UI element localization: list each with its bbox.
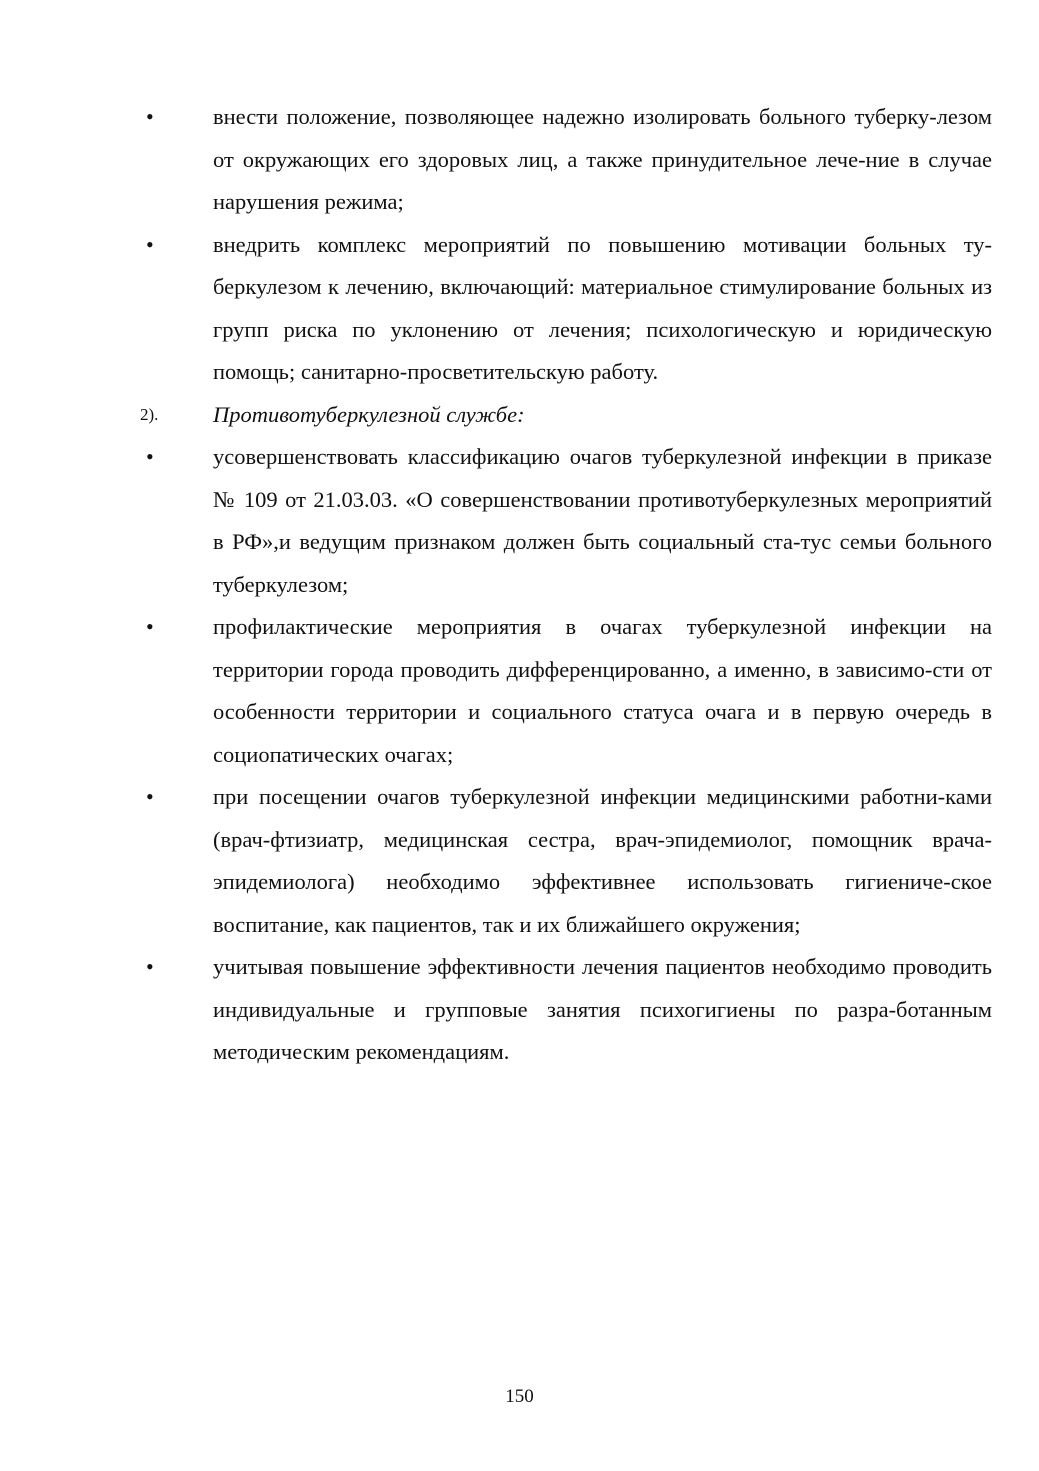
list-item-text: профилактические мероприятия в очагах туберкулезной инфекции на территории города проводить дифференцированно, а именно, в зависимо-сти от особенности территории и социального статуса очага и в первую очередь в социопатических очагах; bbox=[213, 614, 992, 767]
list-item-text: внести положение, позволяющее надежно изолировать больного туберку-лезом от окружающих его здоровых лиц, а также принудительное лече-ние в случае нарушения режима; bbox=[213, 104, 992, 214]
section-heading bbox=[140, 394, 992, 437]
list-item bbox=[140, 946, 992, 1074]
list-item-text: при посещении очагов туберкулезной инфекции медицинскими работни-ками (врач-фтизиатр, медицинская сестра, врач-эпидемиолог, помощник врача-эпидемиолога) необходимо эффективнее использовать гигиениче-ское воспитание, как пациентов, так и их ближайшего окружения; bbox=[213, 784, 992, 937]
bullet-marker: • bbox=[146, 444, 154, 469]
list-item-text: усовершенствовать классификацию очагов туберкулезной инфекции в приказе № 109 от 21.03.03. «О совершенствовании противотуберкулезных мероприятий в РФ»,и ведущим признаком должен быть социальный ста-тус семьи больного туберкулезом; bbox=[213, 444, 992, 597]
section-number: 2). bbox=[140, 404, 159, 424]
bullet-marker: • bbox=[146, 784, 154, 809]
list-item bbox=[140, 224, 992, 394]
bullet-marker: • bbox=[146, 614, 154, 639]
bullet-marker: • bbox=[146, 954, 154, 979]
bullet-marker: • bbox=[146, 104, 154, 129]
list-item bbox=[140, 776, 992, 946]
list-item bbox=[140, 96, 992, 224]
list-item-text: внедрить комплекс мероприятий по повышению мотивации больных ту-беркулезом к лечению, включающий: материальное стимулирование больных из групп риска по уклонению от лечения; психологическую и юридическую помощь; санитарно-просветительскую работу. bbox=[213, 231, 992, 384]
list-item bbox=[140, 606, 992, 776]
page-number: 150 bbox=[505, 1386, 534, 1407]
section-heading-text: Противотуберкулезной службе: bbox=[213, 401, 525, 427]
list-item-text: учитывая повышение эффективности лечения пациентов необходимо проводить индивидуальные и групповые занятия психогигиены по разра-ботанным методическим рекомендациям. bbox=[213, 954, 992, 1064]
list-item bbox=[140, 436, 992, 606]
list-content bbox=[140, 96, 992, 1074]
bullet-marker: • bbox=[146, 231, 154, 257]
